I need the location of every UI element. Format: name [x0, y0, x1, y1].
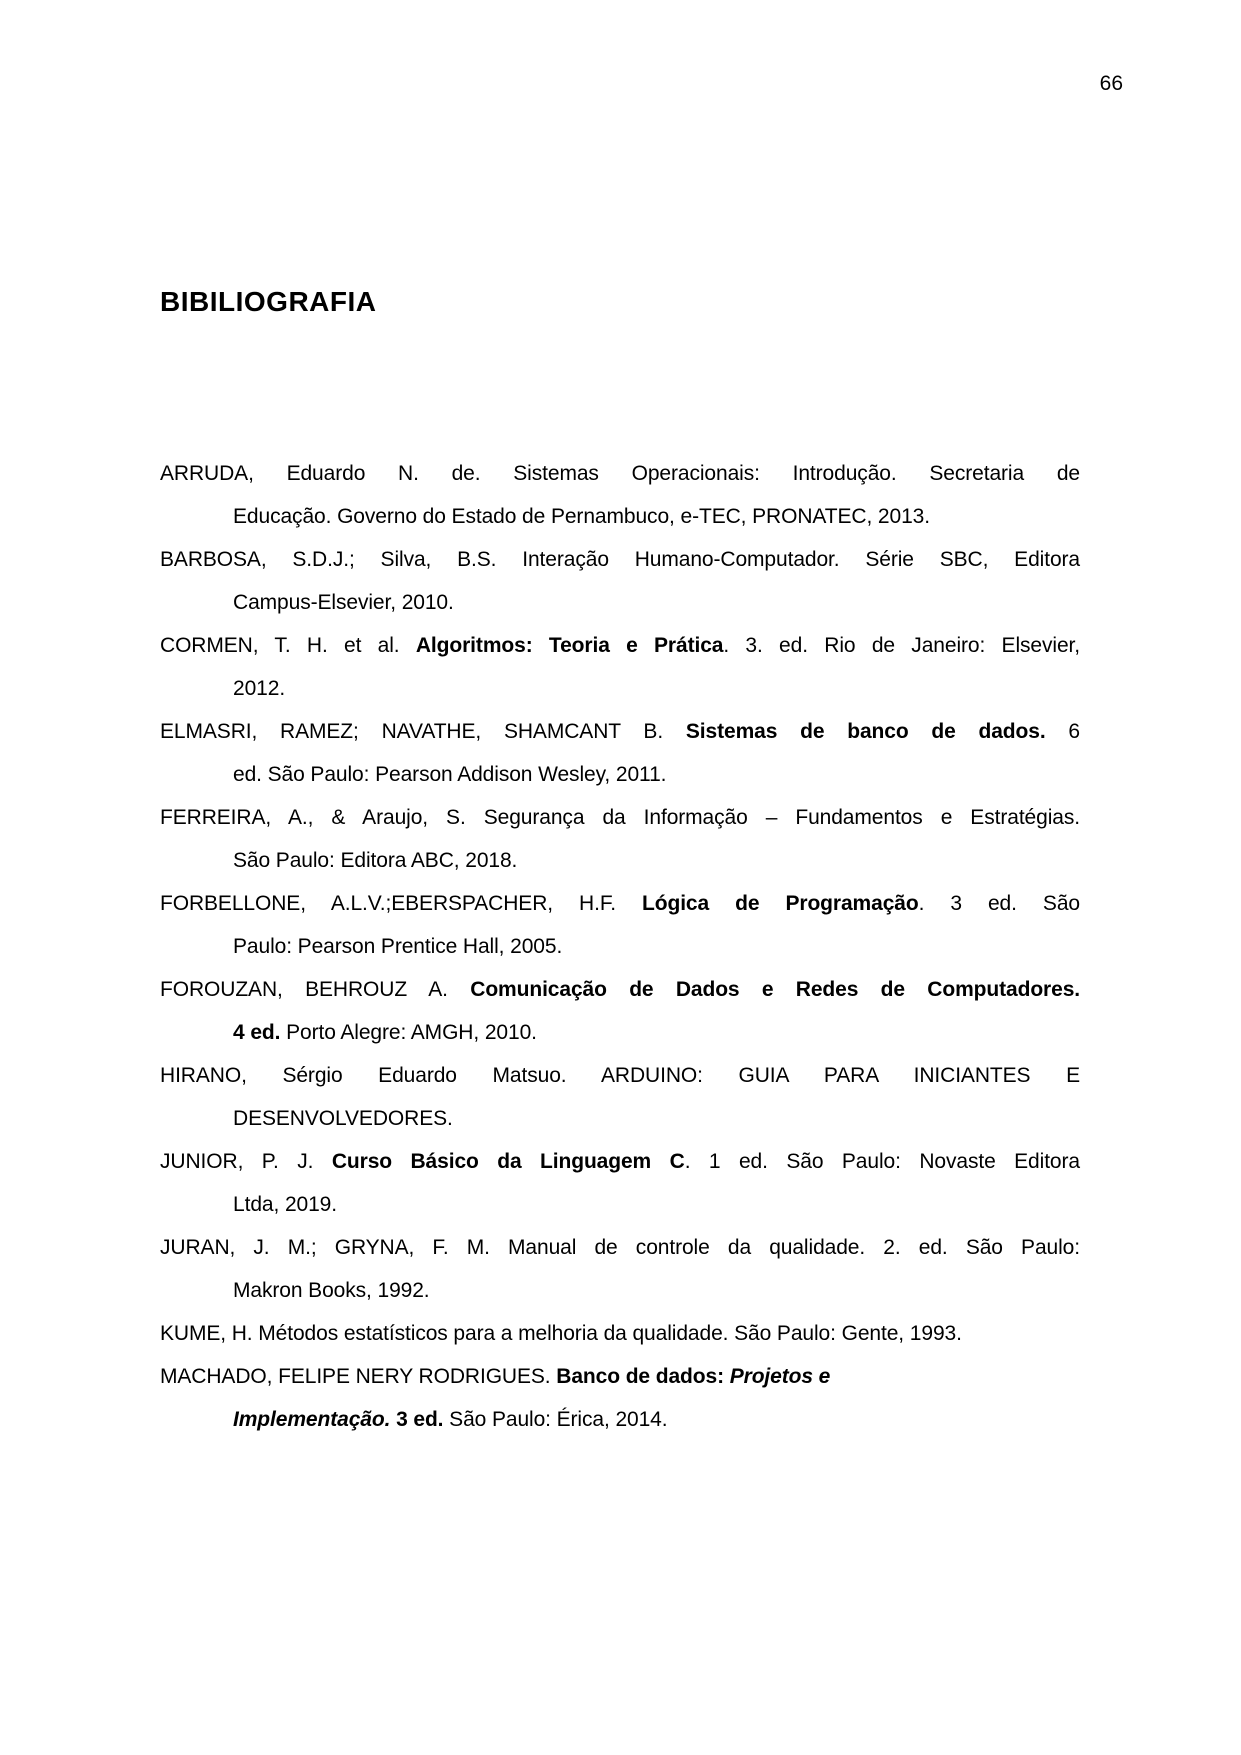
bib-text-segment: Makron Books, 1992. — [233, 1279, 430, 1302]
bib-text-segment: ed. São Paulo: Pearson Addison Wesley, 2011. — [233, 763, 667, 786]
bib-text-segment: KUME, H. Métodos estatísticos para a melhoria da qualidade. São Paulo: Gente, 1993. — [160, 1322, 962, 1345]
bib-text-segment: JUNIOR, P. J. — [160, 1150, 332, 1173]
bib-line — [160, 1312, 1080, 1355]
bib-text-segment: . 1 ed. São Paulo: Novaste Editora — [684, 1150, 1080, 1173]
bib-text-segment: Paulo: Pearson Prentice Hall, 2005. — [233, 935, 563, 958]
bib-text-segment: Sistemas de banco de dados. — [685, 720, 1046, 743]
bib-text-segment: Projetos e — [729, 1365, 831, 1388]
bib-line — [160, 925, 1080, 968]
bibliography-entry — [160, 452, 1080, 538]
bib-text-segment: FERREIRA, A., & Araujo, S. Segurança da Informação – Fundamentos e Estratégias. — [160, 806, 1080, 829]
bibliography-heading: BIBILIOGRAFIA — [160, 286, 377, 317]
bib-text-segment: Comunicação de Dados e Redes de Computadores. — [470, 978, 1081, 1001]
bib-text-segment: . 3 ed. São — [918, 892, 1080, 915]
bibliography-entry — [160, 710, 1080, 796]
bib-line — [160, 495, 1080, 538]
bib-line — [160, 1355, 1080, 1398]
bib-line — [160, 538, 1080, 581]
bib-text-segment: FOROUZAN, BEHROUZ A. — [160, 978, 471, 1001]
bib-text-segment: ELMASRI, RAMEZ; NAVATHE, SHAMCANT B. — [160, 720, 686, 743]
bib-line — [160, 581, 1080, 624]
bib-text-segment: Implementação. — [233, 1408, 391, 1431]
bib-line — [160, 796, 1080, 839]
bibliography-entry — [160, 538, 1080, 624]
bib-text-segment: MACHADO, FELIPE NERY RODRIGUES. — [160, 1365, 557, 1388]
bib-text-segment: Ltda, 2019. — [233, 1193, 337, 1216]
bib-line — [160, 1140, 1080, 1183]
bib-line — [160, 624, 1080, 667]
bib-text-segment: ARRUDA, Eduardo N. de. Sistemas Operacionais: Introdução. Secretaria de — [160, 462, 1080, 485]
bib-line — [160, 1226, 1080, 1269]
bibliography-entry — [160, 968, 1080, 1054]
bib-line — [160, 667, 1080, 710]
bib-line — [160, 1054, 1080, 1097]
bib-text-segment: 2012. — [233, 677, 286, 700]
bib-text-segment: Curso Básico da Linguagem C — [331, 1150, 685, 1173]
bib-line — [160, 882, 1080, 925]
bib-text-segment: HIRANO, Sérgio Eduardo Matsuo. ARDUINO: GUIA PARA INICIANTES E — [160, 1064, 1080, 1087]
bib-text-segment: São Paulo: Érica, 2014. — [443, 1408, 668, 1431]
bib-line — [160, 839, 1080, 882]
bib-text-segment: Algoritmos: Teoria e Prática — [415, 634, 724, 657]
bibliography-entry — [160, 1054, 1080, 1140]
bib-text-segment: DESENVOLVEDORES. — [233, 1107, 453, 1130]
bib-line — [160, 1097, 1080, 1140]
bib-text-segment: Educação. Governo do Estado de Pernambuco, e-TEC, PRONATEC, 2013. — [233, 505, 930, 528]
bibliography-entry — [160, 624, 1080, 710]
bib-text-segment: CORMEN, T. H. et al. — [160, 634, 416, 657]
bib-text-segment: Campus-Elsevier, 2010. — [233, 591, 454, 614]
bibliography-entry — [160, 1226, 1080, 1312]
bib-text-segment: 3 ed. — [390, 1408, 444, 1431]
bibliography-entry — [160, 882, 1080, 968]
bib-line — [160, 452, 1080, 495]
bib-line — [160, 1269, 1080, 1312]
bib-text-segment: FORBELLONE, A.L.V.;EBERSPACHER, H.F. — [160, 892, 643, 915]
bib-line — [160, 968, 1080, 1011]
bib-line — [160, 710, 1080, 753]
page-number: 66 — [1099, 72, 1123, 95]
bib-text-segment: BARBOSA, S.D.J.; Silva, B.S. Interação Humano-Computador. Série SBC, Editora — [160, 548, 1080, 571]
bib-text-segment: . 3. ed. Rio de Janeiro: Elsevier, — [723, 634, 1081, 657]
bib-text-segment: São Paulo: Editora ABC, 2018. — [233, 849, 518, 872]
bibliography-entry — [160, 1312, 1080, 1355]
bibliography-entry — [160, 1355, 1080, 1441]
bibliography-list — [160, 452, 1080, 1441]
bib-text-segment: Porto Alegre: AMGH, 2010. — [280, 1021, 537, 1044]
bibliography-entry — [160, 1140, 1080, 1226]
bib-text-segment: Lógica de Programação — [642, 892, 919, 915]
bib-line — [160, 1183, 1080, 1226]
bib-text-segment: 6 — [1045, 720, 1080, 743]
bibliography-entry — [160, 796, 1080, 882]
bib-line — [160, 1398, 1080, 1441]
bib-text-segment: 4 ed. — [233, 1021, 281, 1044]
bib-line — [160, 753, 1080, 796]
bib-text-segment: JURAN, J. M.; GRYNA, F. M. Manual de controle da qualidade. 2. ed. São Paulo: — [160, 1236, 1080, 1259]
bib-text-segment: Banco de dados: — [556, 1365, 730, 1388]
bib-line — [160, 1011, 1080, 1054]
